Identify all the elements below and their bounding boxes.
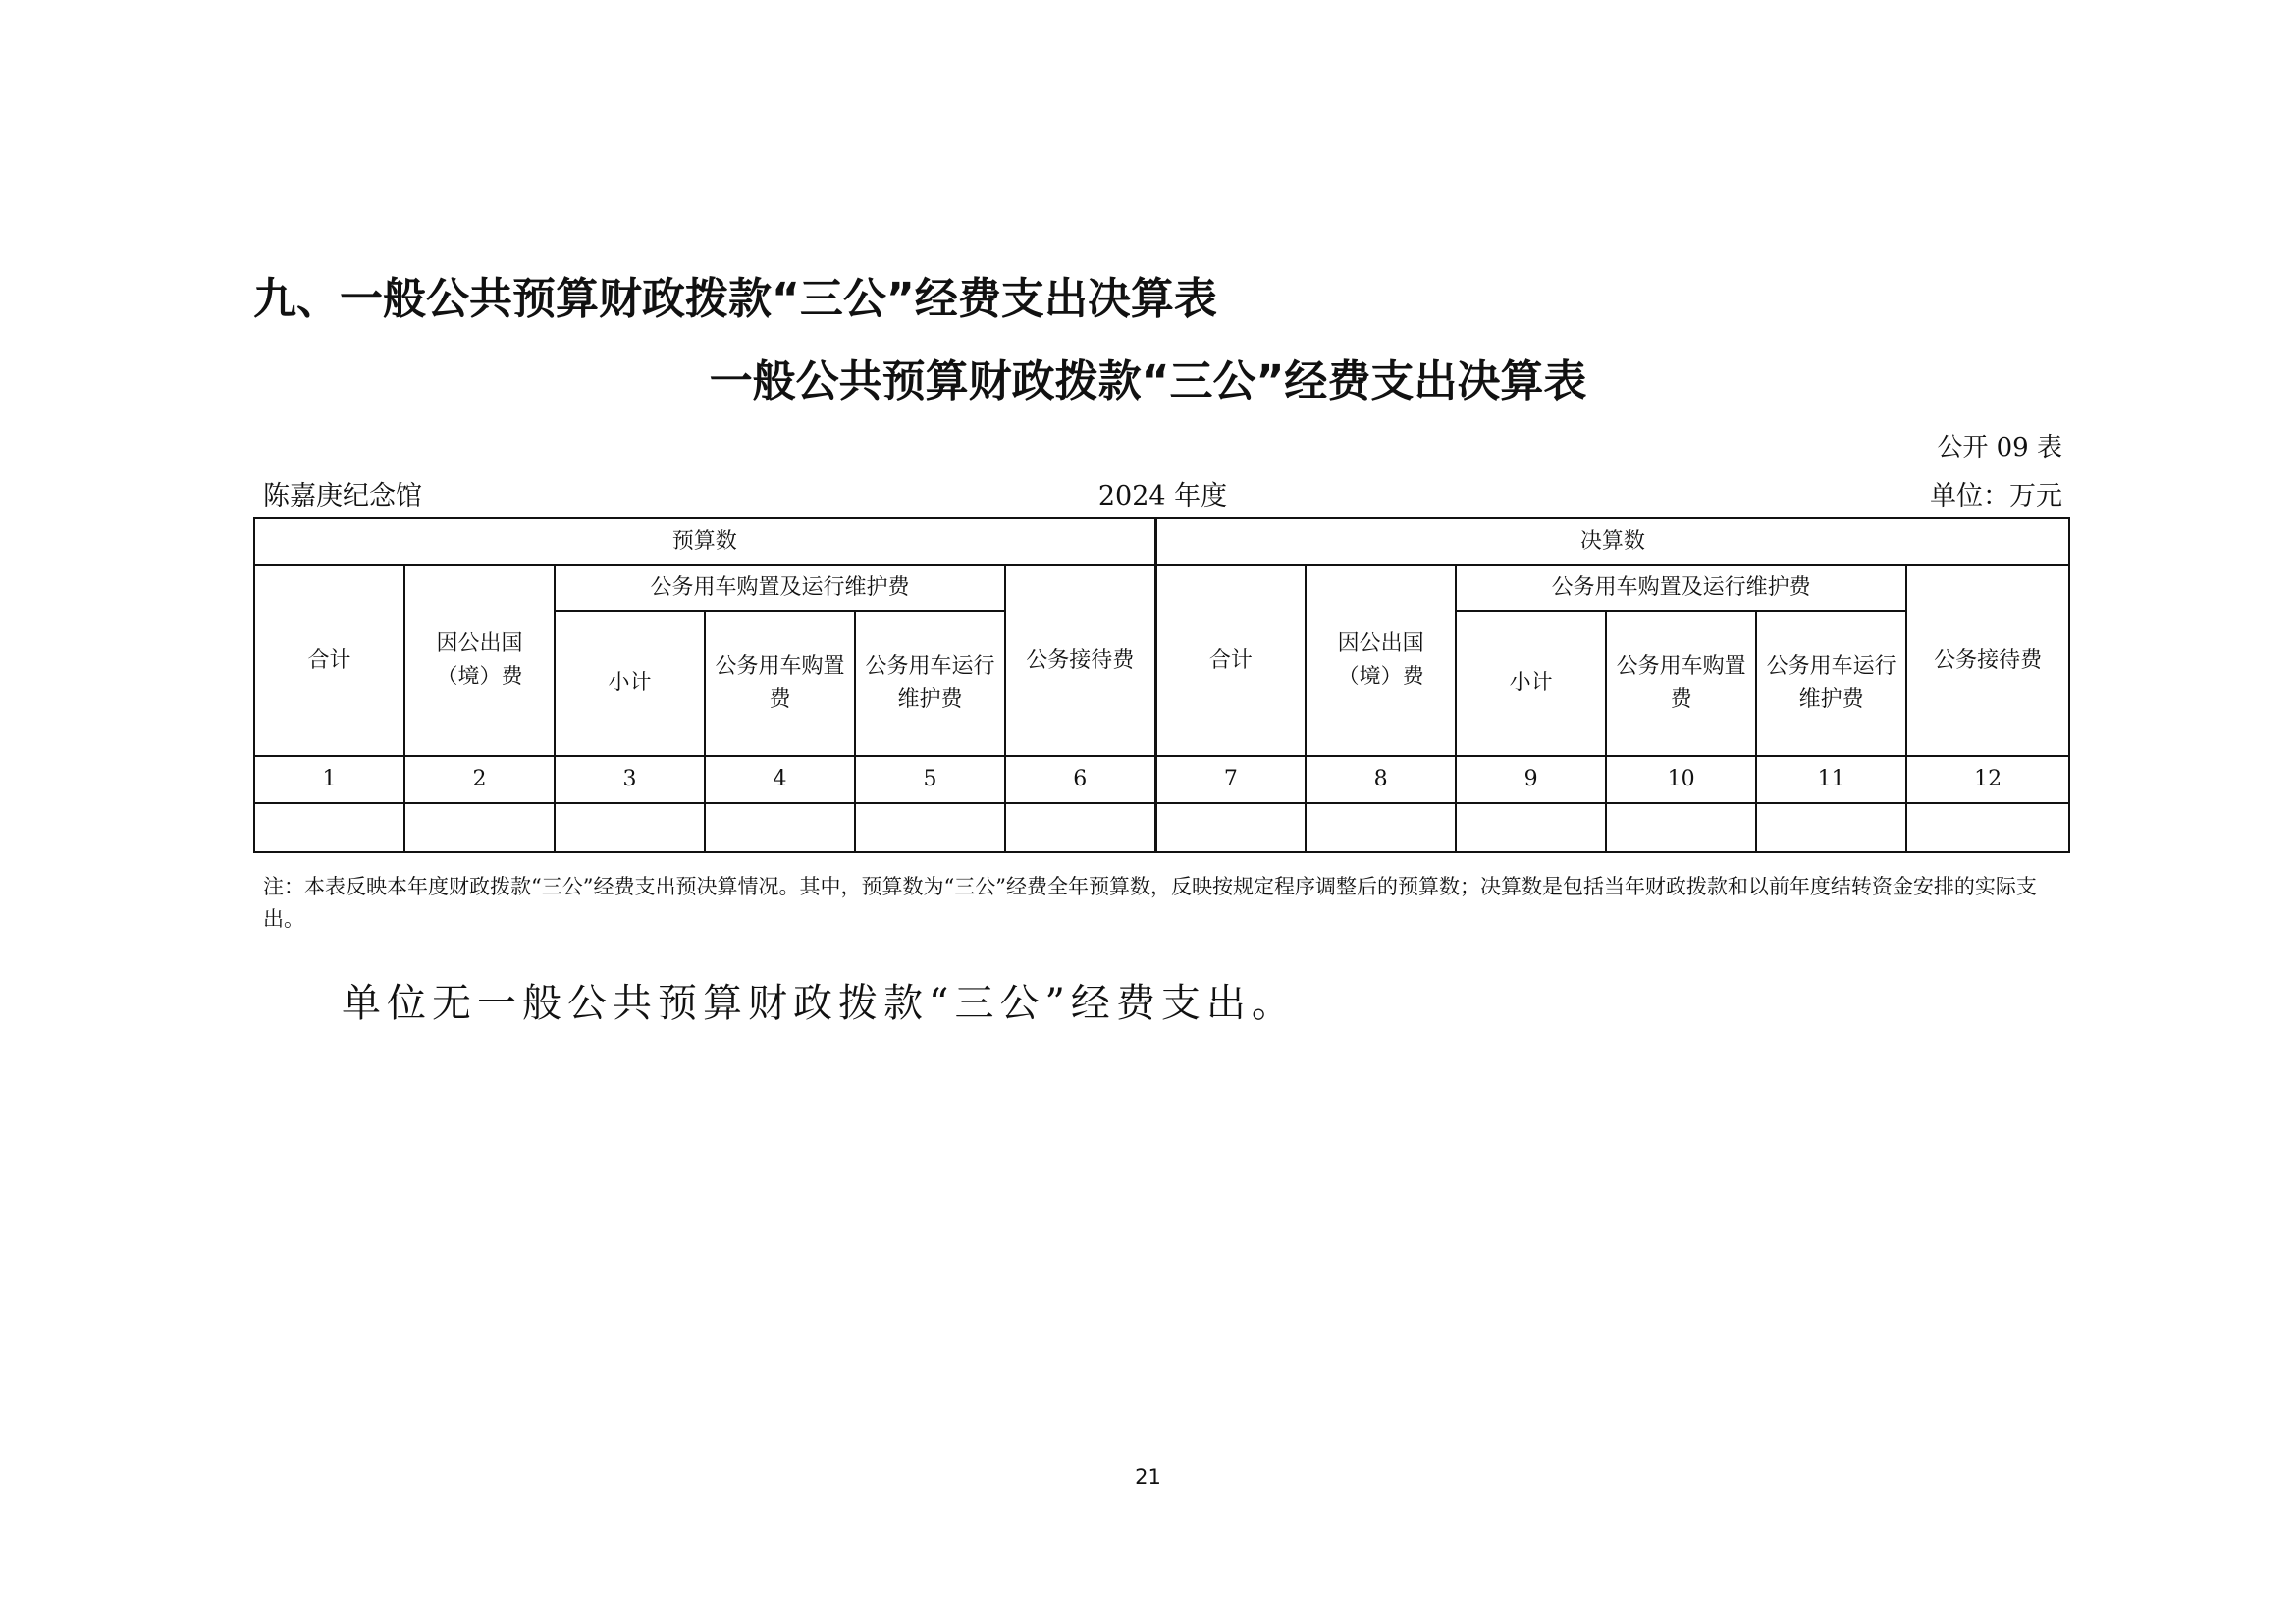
column-number: 3 xyxy=(555,756,705,803)
group-header-row xyxy=(254,518,2069,565)
final-vehicle-purchase-header: 公务用车购置费 xyxy=(1606,611,1756,756)
column-number: 12 xyxy=(1906,756,2069,803)
column-number: 1 xyxy=(254,756,404,803)
column-number: 6 xyxy=(1005,756,1155,803)
column-number: 7 xyxy=(1155,756,1306,803)
final-vehicle-operation-header: 公务用车运行维护费 xyxy=(1756,611,1906,756)
three-public-expenses-table xyxy=(253,517,2070,853)
final-vehicle-group-header: 公务用车购置及运行维护费 xyxy=(1456,565,1906,611)
column-number: 8 xyxy=(1306,756,1456,803)
column-number: 5 xyxy=(855,756,1005,803)
fiscal-year: 2024 年度 xyxy=(1097,481,1228,512)
data-cell xyxy=(1456,803,1606,852)
data-cell xyxy=(1306,803,1456,852)
budget-group-header: 预算数 xyxy=(254,518,1155,565)
data-cell xyxy=(1005,803,1155,852)
column-number: 10 xyxy=(1606,756,1756,803)
page-number: 21 xyxy=(1135,1465,1161,1489)
budget-overseas-header: 因公出国（境）费 xyxy=(404,565,555,756)
column-number: 4 xyxy=(705,756,855,803)
table-title: 一般公共预算财政拨款“三公”经费支出决算表 xyxy=(709,356,1587,406)
column-number: 11 xyxy=(1756,756,1906,803)
budget-vehicle-purchase-header: 公务用车购置费 xyxy=(705,611,855,756)
column-number: 9 xyxy=(1456,756,1606,803)
data-cell xyxy=(705,803,855,852)
data-cell xyxy=(1906,803,2069,852)
budget-reception-header: 公务接待费 xyxy=(1005,565,1155,756)
budget-total-header: 合计 xyxy=(254,565,404,756)
data-cell xyxy=(1756,803,1906,852)
table-row xyxy=(254,803,2069,852)
final-total-header: 合计 xyxy=(1155,565,1306,756)
currency-unit: 单位：万元 xyxy=(1930,481,2062,512)
data-cell xyxy=(555,803,705,852)
data-cell xyxy=(1155,803,1306,852)
data-cell xyxy=(254,803,404,852)
form-code: 公开 09 表 xyxy=(1937,433,2062,462)
final-subtotal-header: 小计 xyxy=(1456,611,1606,756)
table-footnote: 注：本表反映本年度财政拨款“三公”经费支出预决算情况。其中，预算数为“三公”经费全年预算数，反映按规定程序调整后的预算数；决算数是包括当年财政拨款和以前年度结转资金安排的实际支出。 xyxy=(263,875,2037,931)
data-cell xyxy=(855,803,1005,852)
budget-subtotal-header: 小计 xyxy=(555,611,705,756)
final-group-header: 决算数 xyxy=(1155,518,2069,565)
budget-vehicle-group-header: 公务用车购置及运行维护费 xyxy=(555,565,1005,611)
data-cell xyxy=(1606,803,1756,852)
section-heading: 九、一般公共预算财政拨款“三公”经费支出决算表 xyxy=(253,274,1217,324)
final-overseas-header: 因公出国（境）费 xyxy=(1306,565,1456,756)
data-cell xyxy=(404,803,555,852)
budget-vehicle-operation-header: 公务用车运行维护费 xyxy=(855,611,1005,756)
column-header-row xyxy=(254,565,2069,611)
organization-name: 陈嘉庚纪念馆 xyxy=(263,481,422,512)
column-number: 2 xyxy=(404,756,555,803)
no-expense-statement: 单位无一般公共预算财政拨款“三公”经费支出。 xyxy=(342,981,1297,1026)
column-number-row xyxy=(254,756,2069,803)
final-reception-header: 公务接待费 xyxy=(1906,565,2069,756)
